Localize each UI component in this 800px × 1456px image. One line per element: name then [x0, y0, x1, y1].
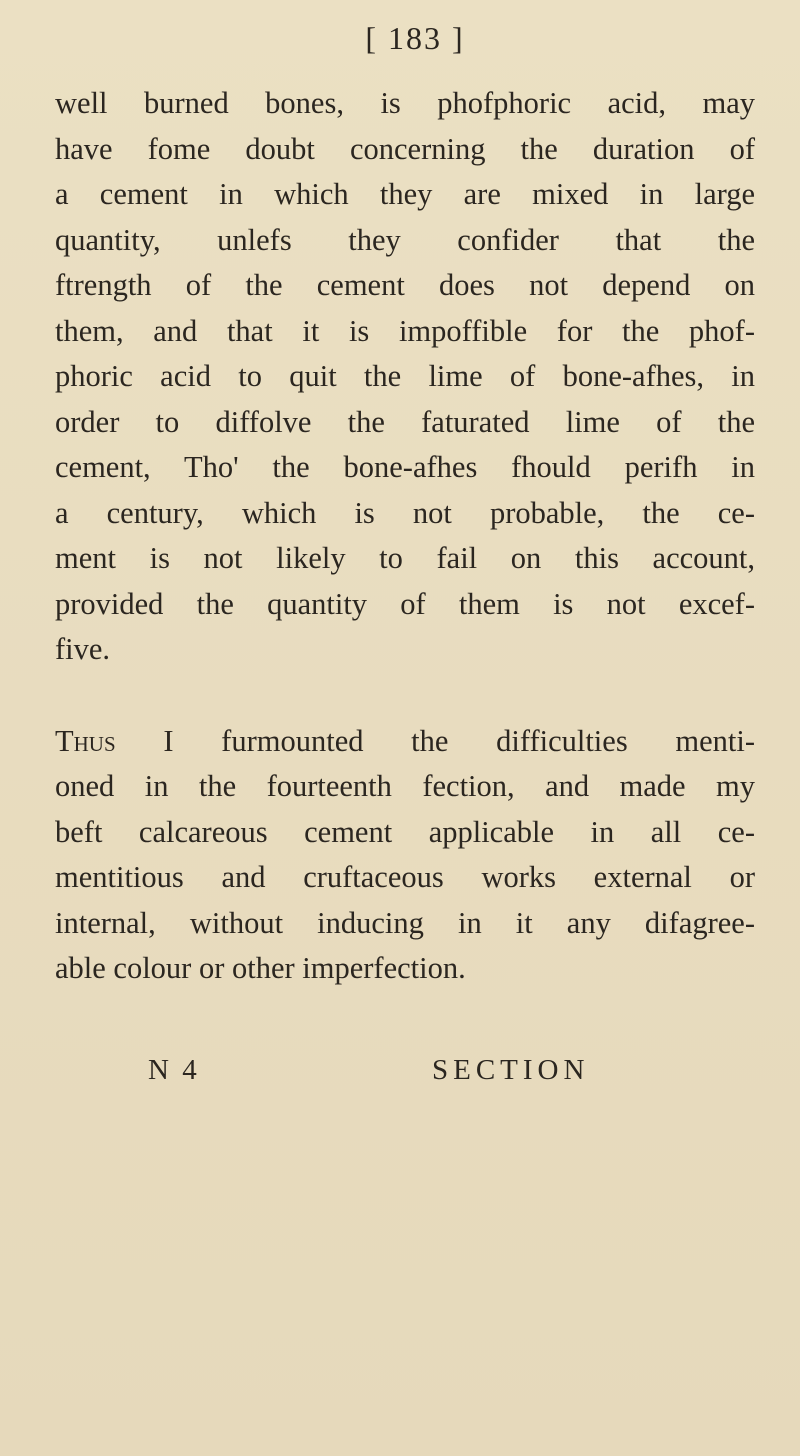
paragraph-gap	[55, 673, 755, 719]
text-line: provided the quantity of them is not excef-	[55, 586, 755, 621]
text-line-rest: I furmounted the difficulties menti-	[115, 723, 755, 758]
text-line: a century, which is not probable, the ce-	[55, 495, 755, 530]
catchword: SECTION	[432, 1054, 590, 1086]
page-number: [ 183 ]	[365, 20, 465, 56]
paragraph-1	[55, 81, 755, 673]
signature-mark: N 4	[148, 1054, 200, 1086]
text-line: phoric acid to quit the lime of bone-afhes, in	[55, 359, 755, 393]
text-line: internal, without inducing in it any difagree-	[55, 905, 755, 940]
text-line: quantity, unlefs they confider that the	[55, 222, 755, 257]
text-line: able colour or other imperfection.	[55, 951, 466, 985]
paragraph-2	[55, 719, 755, 992]
body-text	[55, 81, 755, 992]
text-line	[55, 719, 755, 765]
text-line: ftrength of the cement does not depend on	[55, 268, 755, 302]
text-line: have fome doubt concerning the duration of	[55, 131, 755, 166]
text-line: five.	[55, 632, 111, 666]
text-line: a cement in which they are mixed in large	[55, 177, 755, 211]
text-line: oned in the fourteenth fection, and made my	[55, 769, 755, 803]
text-line: beft calcareous cement applicable in all ce-	[55, 814, 755, 849]
text-line: cement, Tho' the bone-afhes fhould perifh in	[55, 450, 755, 484]
text-line: well burned bones, is phofphoric acid, may	[55, 86, 755, 120]
text-line: ment is not likely to fail on this account,	[55, 541, 755, 575]
text-line: order to diffolve the faturated lime of the	[55, 404, 755, 439]
text-line: mentitious and cruftaceous works external or	[55, 860, 755, 894]
text-line: them, and that it is impoffible for the phof-	[55, 313, 755, 348]
opening-word: Thus	[55, 723, 116, 758]
